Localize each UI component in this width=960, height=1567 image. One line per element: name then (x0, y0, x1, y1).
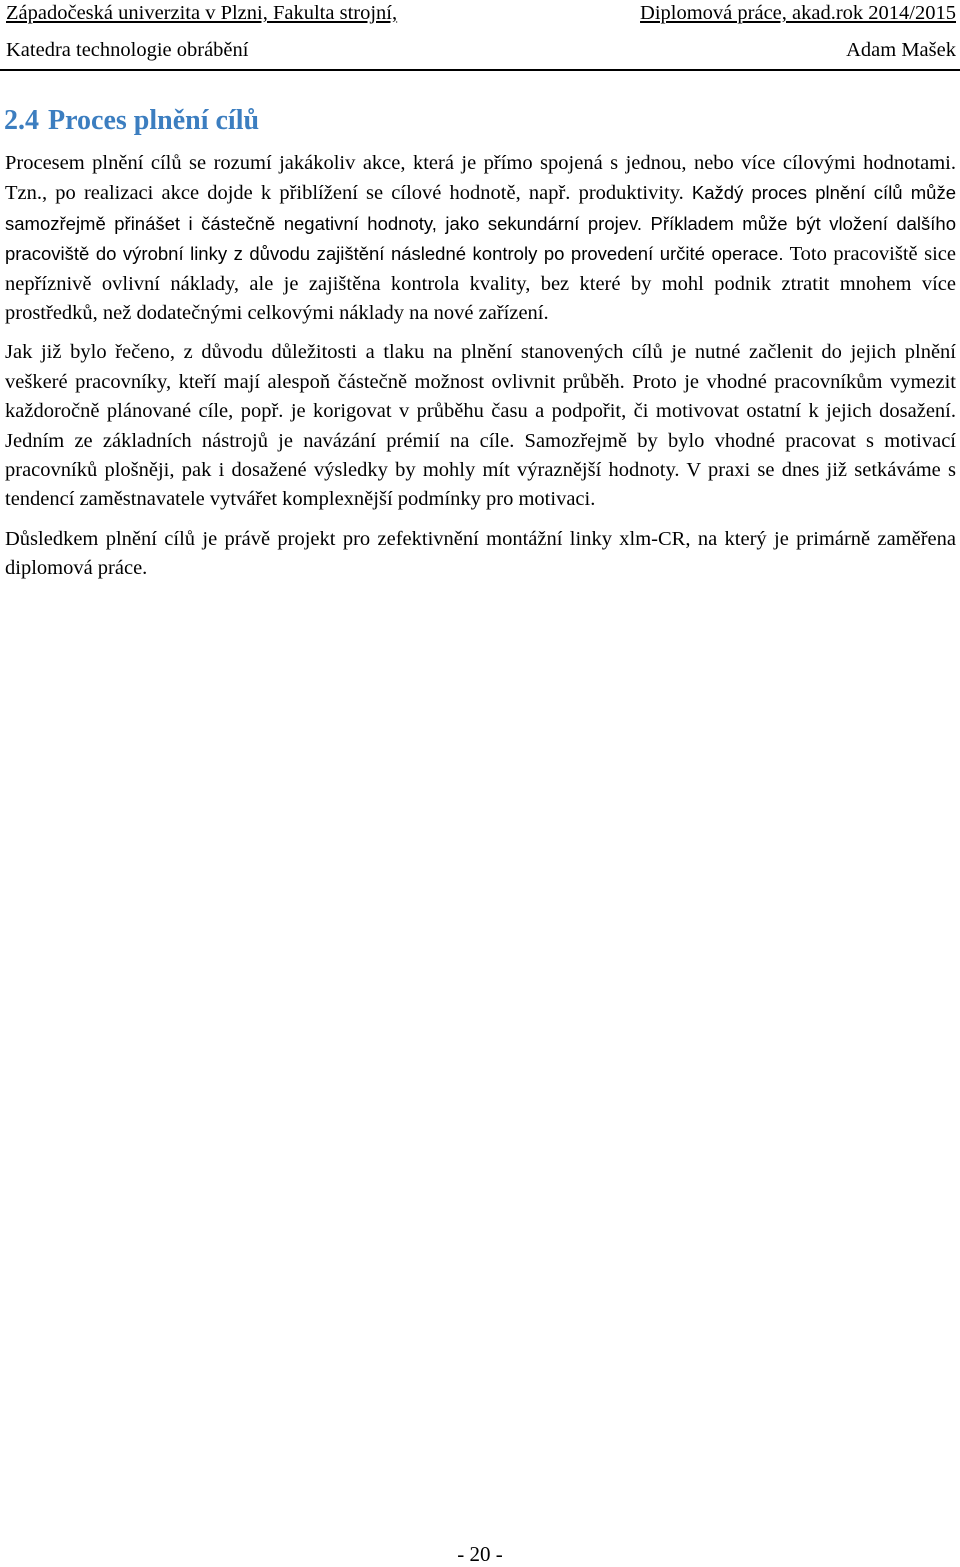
running-subheader (6, 38, 956, 62)
section-heading (4, 103, 259, 139)
body-text (5, 149, 956, 594)
paragraph-1 (5, 149, 956, 328)
header-department: Katedra technologie obrábění (6, 39, 249, 61)
header-author: Adam Mašek (846, 39, 956, 61)
paragraph-1-sentence-2: Každý proces plnění cílů může samozřejmě přinášet i částečně negativní hodnoty, jako sekundární projev. Příkladem může být vložení dalšího pracoviště do výrobní linky z důvodu zajištění následné kontroly po provedení určité operace. (5, 182, 957, 265)
header-thesis-info: Diplomová práce, akad.rok 2014/2015 (640, 2, 956, 24)
running-header (6, 1, 956, 25)
header-divider (0, 69, 960, 71)
paragraph-1-sentence-1: Procesem plnění cílů se rozumí jakákoliv akce, která je přímo spojená s jednou, nebo více cílovými hodnotami. Tzn., po realizaci akce dojde k přiblížení se cílové hodnotě, např. produktivity. (5, 152, 956, 205)
section-number: 2.4 (4, 105, 39, 136)
paragraph-2: Jak již bylo řečeno, z důvodu důležitosti a tlaku na plnění stanovených cílů je nutné začlenit do jejich plnění veškeré pracovníky, kteří mají alespoň částečně možnost ovlivnit průběh. Proto je vhodné pracovníkům vymezit každoročně plánované cíle, popř. je korigovat v průběhu času a podpořit, či motivovat ostatní k jejich dosažení. Jedním ze základních nástrojů je navázání prémií na cíle. Samozřejmě by bylo vhodné pracovat s motivací pracovníků plošněji, pak i dosažené výsledky by mohly mít výraznější hodnoty. V praxi se dnes již setkáváme s tendencí zaměstnavatele vytvářet komplexnější podmínky pro motivaci. (5, 341, 956, 511)
header-university: Západočeská univerzita v Plzni, Fakulta strojní, (6, 2, 398, 24)
paragraph-3: Důsledkem plnění cílů je právě projekt pro zefektivnění montážní linky xlm-CR, na který je primárně zaměřena diplomová práce. (5, 527, 956, 580)
paragraph-1-sentence-3: Toto pracoviště sice nepříznivě ovlivní náklady, ale je zajištěna kontrola kvality, bez které by mohl podnik ztratit mnohem více prostředků, než dodatečnými celkovými náklady na nové zařízení. (5, 243, 956, 325)
page-number: - 20 - (457, 1542, 503, 1566)
section-title: Proces plnění cílů (48, 105, 260, 136)
